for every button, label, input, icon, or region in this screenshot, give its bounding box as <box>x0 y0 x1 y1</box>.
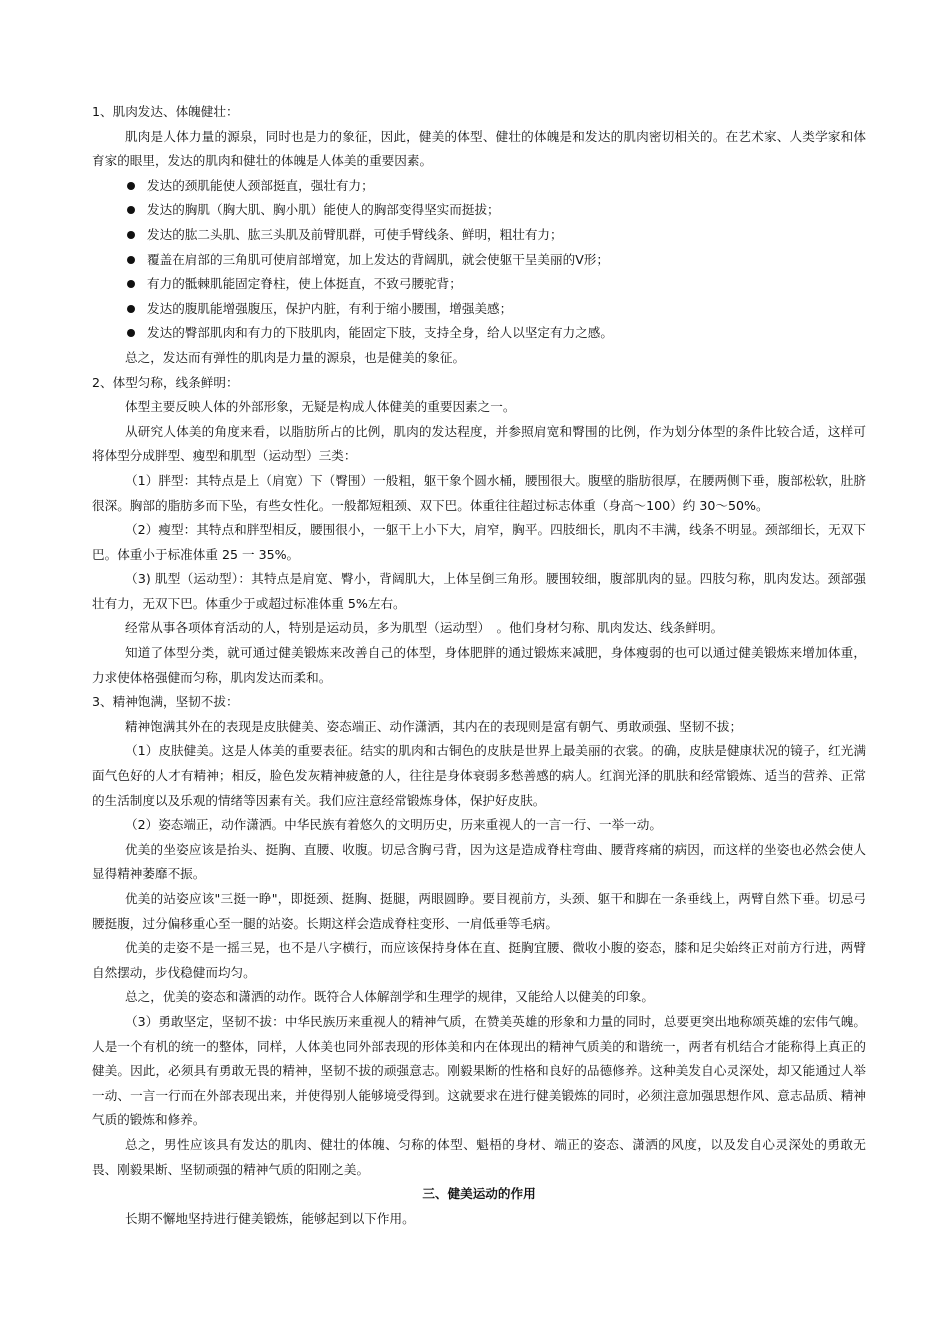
bullet-icon <box>127 182 135 190</box>
paragraph: 长期不懈地坚持进行健美锻炼，能够起到以下作用。 <box>125 1210 415 1226</box>
list-item: 发达的腹肌能增强腹压，保护内脏，有利于缩小腰围，增强美感； <box>92 297 866 322</box>
document-page <box>92 100 866 1231</box>
paragraph: 体型主要反映人体的外部形象，无疑是构成人体健美的重要因素之一。 <box>125 399 516 415</box>
paragraph: 优美的站姿应该"三挺一睁"，即挺颈、挺胸、挺腿，两眼圆睁。要目视前方，头颈、躯干和脚在一条垂线上，两臂自然下垂。切忌弓腰挺腹，过分偏移重心至一腿的站姿。长期这样会造成脊柱变形、一肩低垂等毛病。 <box>92 891 866 931</box>
bullet-icon <box>127 256 135 264</box>
section-title: 三、健美运动的作用 <box>422 1186 536 1202</box>
paragraph: 优美的走姿不是一摇三晃，也不是八字横行，而应该保持身体在直、挺胸宜腰、微收小腹的姿态，膝和足尖始终正对前方行进，两臂自然摆动，步伐稳健而均匀。 <box>92 940 866 980</box>
section-3-heading: 3、精神饱满，坚韧不拔： <box>92 694 239 710</box>
list-item: 有力的骶棘肌能固定脊柱，使上体挺直，不致弓腰驼背； <box>92 272 866 297</box>
bullet-icon <box>127 206 135 214</box>
list-item: 发达的臀部肌肉和有力的下肢肌肉，能固定下肢，支持全身，给人以坚定有力之感。 <box>92 321 866 346</box>
list-item: 发达的肱二头肌、肱三头肌及前臂肌群，可使手臂线条、鲜明，粗壮有力； <box>92 223 866 248</box>
section-1-summary: 总之，发达而有弹性的肌肉是力量的源泉，也是健美的象征。 <box>125 349 466 365</box>
bullet-icon <box>127 280 135 288</box>
paragraph: 知道了体型分类，就可通过健美锻炼来改善自己的体型，身体肥胖的通过锻炼来减肥，身体瘦弱的也可以通过健美锻炼来增加体重，力求使体格强健而匀称，肌肉发达而柔和。 <box>92 645 866 685</box>
list-item: 发达的胸肌（胸大肌、胸小肌）能使人的胸部变得坚实而挺拔； <box>92 198 866 223</box>
paragraph: （1）皮肤健美。这是人体美的重要表征。结实的肌肉和古铜色的皮肤是世界上最美丽的衣裳。的确，皮肤是健康状况的镜子，红光满面气色好的人才有精神；相反，脸色发灰精神疲惫的人，往往是身体衰弱多愁善感的病人。红润光泽的肌肤和经常锻炼、适当的营养、正常的生活制度以及乐观的情绪等因素有关。我们应注意经常锻炼身体，保护好皮肤。 <box>92 743 866 808</box>
paragraph: 总之，优美的姿态和潇洒的动作。既符合人体解剖学和生理学的规律，又能给人以健美的印象。 <box>125 989 654 1005</box>
paragraph: （1）胖型：其特点是上（肩宽）下（臀围）一般粗，躯干象个圆水桶，腰围很大。腹壁的脂肪很厚，在腰两侧下垂，腹部松软，肚脐很深。胸部的脂肪多而下坠，有些女性化。一般都短粗颈、双下巴。体重往往超过标志体重（身高～100）约 30～50%。 <box>92 472 866 513</box>
paragraph: （3) 肌型（运动型）：其特点是肩宽、臀小，背阔肌大，上体呈倒三角形。腰围较细，腹部肌肉的显。四肢匀称，肌肉发达。颈部强壮有力，无双下巴。体重少于或超过标准体重 5%左右。 <box>92 571 866 611</box>
paragraph: （2）姿态端正，动作潇洒。中华民族有着悠久的文明历史，历来重视人的一言一行、一举一动。 <box>125 817 662 833</box>
muscle-bullet-list <box>92 174 866 346</box>
section-1-heading: 1、肌肉发达、体魄健壮： <box>92 104 239 119</box>
list-item: 发达的颈肌能使人颈部挺直，强壮有力； <box>92 174 866 199</box>
bullet-icon <box>127 329 135 337</box>
section-1-intro: 肌肉是人体力量的源泉，同时也是力的象征，因此，健美的体型、健壮的体魄是和发达的肌肉密切相关的。在艺术家、人类学家和体育家的眼里，发达的肌肉和健壮的体魄是人体美的重要因素。 <box>92 128 866 169</box>
bullet-icon <box>127 231 135 239</box>
paragraph: （2）瘦型：其特点和胖型相反，腰围很小，一躯干上小下大，肩窄，胸平。四肢细长，肌肉不丰满，线条不明显。颈部细长，无双下巴。体重小于标准体重 25 一 35%。 <box>92 522 866 562</box>
paragraph: （3）勇敢坚定，坚韧不拔：中华民族历来重视人的精神气质，在赞美英雄的形象和力量的同时，总要更突出地称颂英雄的宏伟气魄。人是一个有机的统一的整体，同样，人体美也同外部表现的形体美和内在体现出的精神气质美的和谐统一，两者有机结合才能称得上真正的健美。因此，必须具有勇敢无畏的精神，坚韧不拔的顽强意志。刚毅果断的性格和良好的品德修养。这种美发自心灵深处，却又能通过人举一动、一言一行而在外部表现出来，并使得别人能够境受得到。这就要求在进行健美锻炼的同时，必须注意加强思想作风、意志品质、精神气质的锻炼和修养。 <box>92 1013 866 1128</box>
section-2-heading: 2、体型匀称，线条鲜明： <box>92 374 239 390</box>
list-item: 覆盖在肩部的三角肌可使肩部增宽，加上发达的背阔肌，就会使躯干呈美丽的Ⅴ形； <box>92 248 866 273</box>
paragraph: 总之，男性应该具有发达的肌肉、健壮的体魄、匀称的体型、魁梧的身材、端正的姿态、潇洒的风度，以及发自心灵深处的勇敢无畏、刚毅果断、坚韧顽强的精神气质的阳刚之美。 <box>92 1136 866 1177</box>
bullet-icon <box>127 305 135 313</box>
paragraph: 从研究人体美的角度来看，以脂肪所占的比例，肌肉的发达程度，并参照肩宽和臀围的比例，作为划分体型的条件比较合适，这样可将体型分成胖型、瘦型和肌型（运动型）三类： <box>92 423 866 464</box>
paragraph: 精神饱满其外在的表现是皮肤健美、姿态端正、动作潇洒，其内在的表现则是富有朝气、勇敢顽强、坚韧不拔； <box>125 718 743 734</box>
paragraph: 优美的坐姿应该是抬头、挺胸、直腰、收腹。切忌含胸弓背，因为这是造成脊柱弯曲、腰背疼痛的病因，而这样的坐姿也必然会使人显得精神萎靡不振。 <box>92 841 866 882</box>
paragraph: 经常从事各项体育活动的人，特别是运动员，多为肌型（运动型） 。他们身材匀称、肌肉发达、线条鲜明。 <box>125 620 724 636</box>
